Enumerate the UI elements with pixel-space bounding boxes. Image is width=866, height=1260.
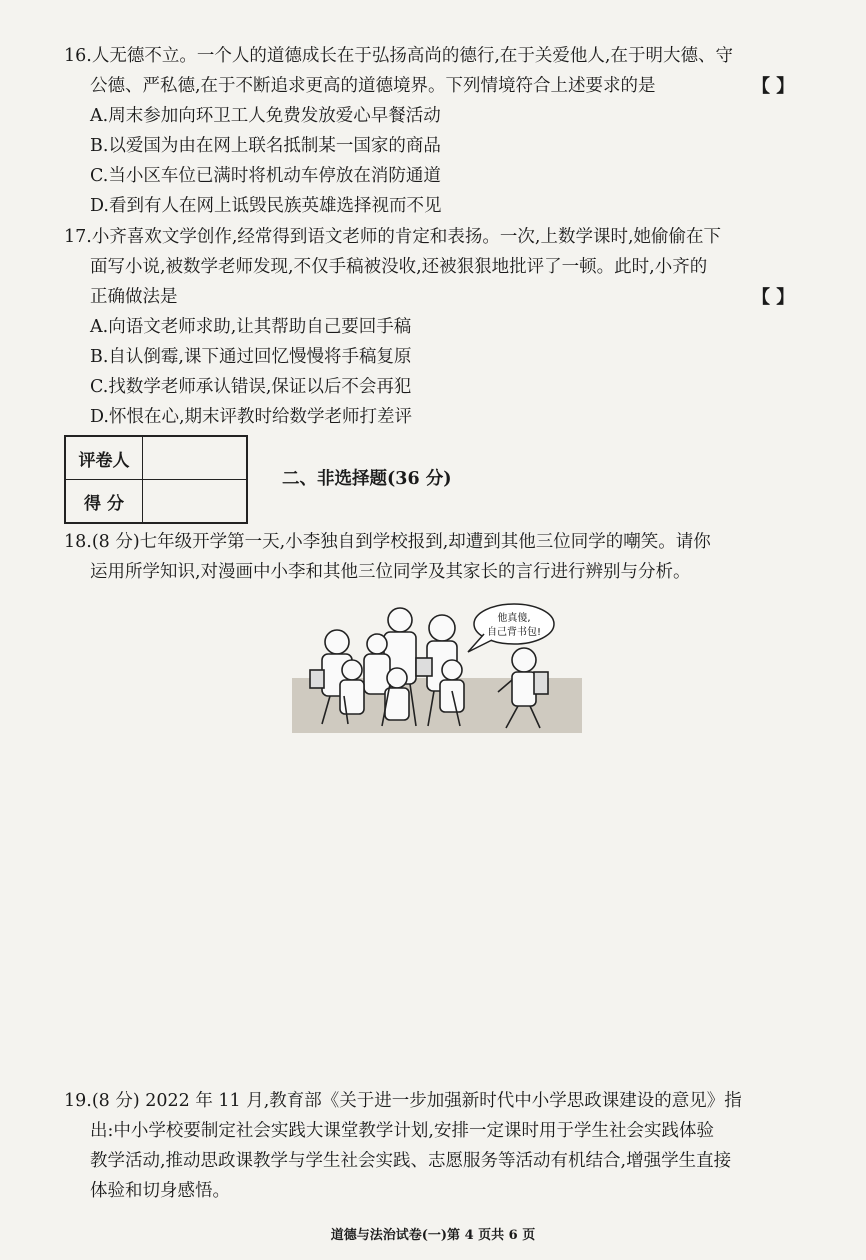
q17-option-b: B.自认倒霉,课下通过回忆慢慢将手稿复原 bbox=[90, 347, 412, 367]
score-label: 得 分 bbox=[65, 480, 143, 524]
q18-line-1: 18.(8 分)七年级开学第一天,小李独自到学校报到,却遭到其他三位同学的嘲笑。请你 bbox=[64, 532, 711, 552]
q16-stem-line-2: 公德、严私德,在于不断追求更高的道德境界。下列情境符合上述要求的是 bbox=[90, 76, 656, 96]
q19-line-2: 出:中小学校要制定社会实践大课堂教学计划,安排一定课时用于学生社会实践体验 bbox=[90, 1121, 714, 1141]
section-2-title: 二、非选择题(36 分) bbox=[282, 469, 452, 489]
q17-answer-bracket: 【 】 bbox=[752, 287, 795, 308]
cartoon-illustration bbox=[292, 600, 582, 735]
q16-option-c: C.当小区车位已满时将机动车停放在消防通道 bbox=[90, 166, 441, 186]
q17-stem-line-3: 正确做法是 bbox=[90, 287, 178, 307]
q19-line-3: 教学活动,推动思政课教学与学生社会实践、志愿服务等活动有机结合,增强学生直接 bbox=[90, 1151, 732, 1171]
page-footer: 道德与法治试卷(一)第 4 页共 6 页 bbox=[330, 1228, 536, 1243]
speech-bubble-line-2: 自己背书包! bbox=[486, 627, 542, 638]
q17-option-d: D.怀恨在心,期末评教时给数学老师打差评 bbox=[90, 407, 413, 427]
q17-stem-line-2: 面写小说,被数学老师发现,不仅手稿被没收,还被狠狠地批评了一顿。此时,小齐的 bbox=[90, 257, 708, 277]
q18-line-2: 运用所学知识,对漫画中小李和其他三位同学及其家长的言行进行辨别与分析。 bbox=[90, 562, 691, 582]
q16-stem-line-1: 16.人无德不立。一个人的道德成长在于弘扬高尚的德行,在于关爱他人,在于明大德、守 bbox=[64, 46, 733, 66]
q16-answer-bracket: 【 】 bbox=[752, 76, 795, 97]
score-table bbox=[64, 435, 248, 524]
q16-option-a: A.周末参加向环卫工人免费发放爱心早餐活动 bbox=[90, 106, 441, 126]
q17-option-c: C.找数学老师承认错误,保证以后不会再犯 bbox=[90, 377, 412, 397]
q19-line-4: 体验和切身感悟。 bbox=[90, 1181, 230, 1201]
q19-line-1: 19.(8 分) 2022 年 11 月,教育部《关于进一步加强新时代中小学思政课建设的意见》指 bbox=[64, 1091, 742, 1111]
speech-bubble-line-1: 他真傻, bbox=[497, 613, 531, 624]
reviewer-label: 评卷人 bbox=[65, 436, 143, 480]
q16-option-d: D.看到有人在网上诋毁民族英雄选择视而不见 bbox=[90, 196, 442, 216]
score-cell[interactable] bbox=[143, 480, 248, 524]
q16-option-b: B.以爱国为由在网上联名抵制某一国家的商品 bbox=[90, 136, 441, 156]
q17-stem-line-1: 17.小齐喜欢文学创作,经常得到语文老师的肯定和表扬。一次,上数学课时,她偷偷在下 bbox=[64, 227, 722, 247]
speech-bubble bbox=[468, 604, 554, 652]
q17-option-a: A.向语文老师求助,让其帮助自己要回手稿 bbox=[90, 317, 412, 337]
reviewer-cell[interactable] bbox=[143, 436, 248, 480]
